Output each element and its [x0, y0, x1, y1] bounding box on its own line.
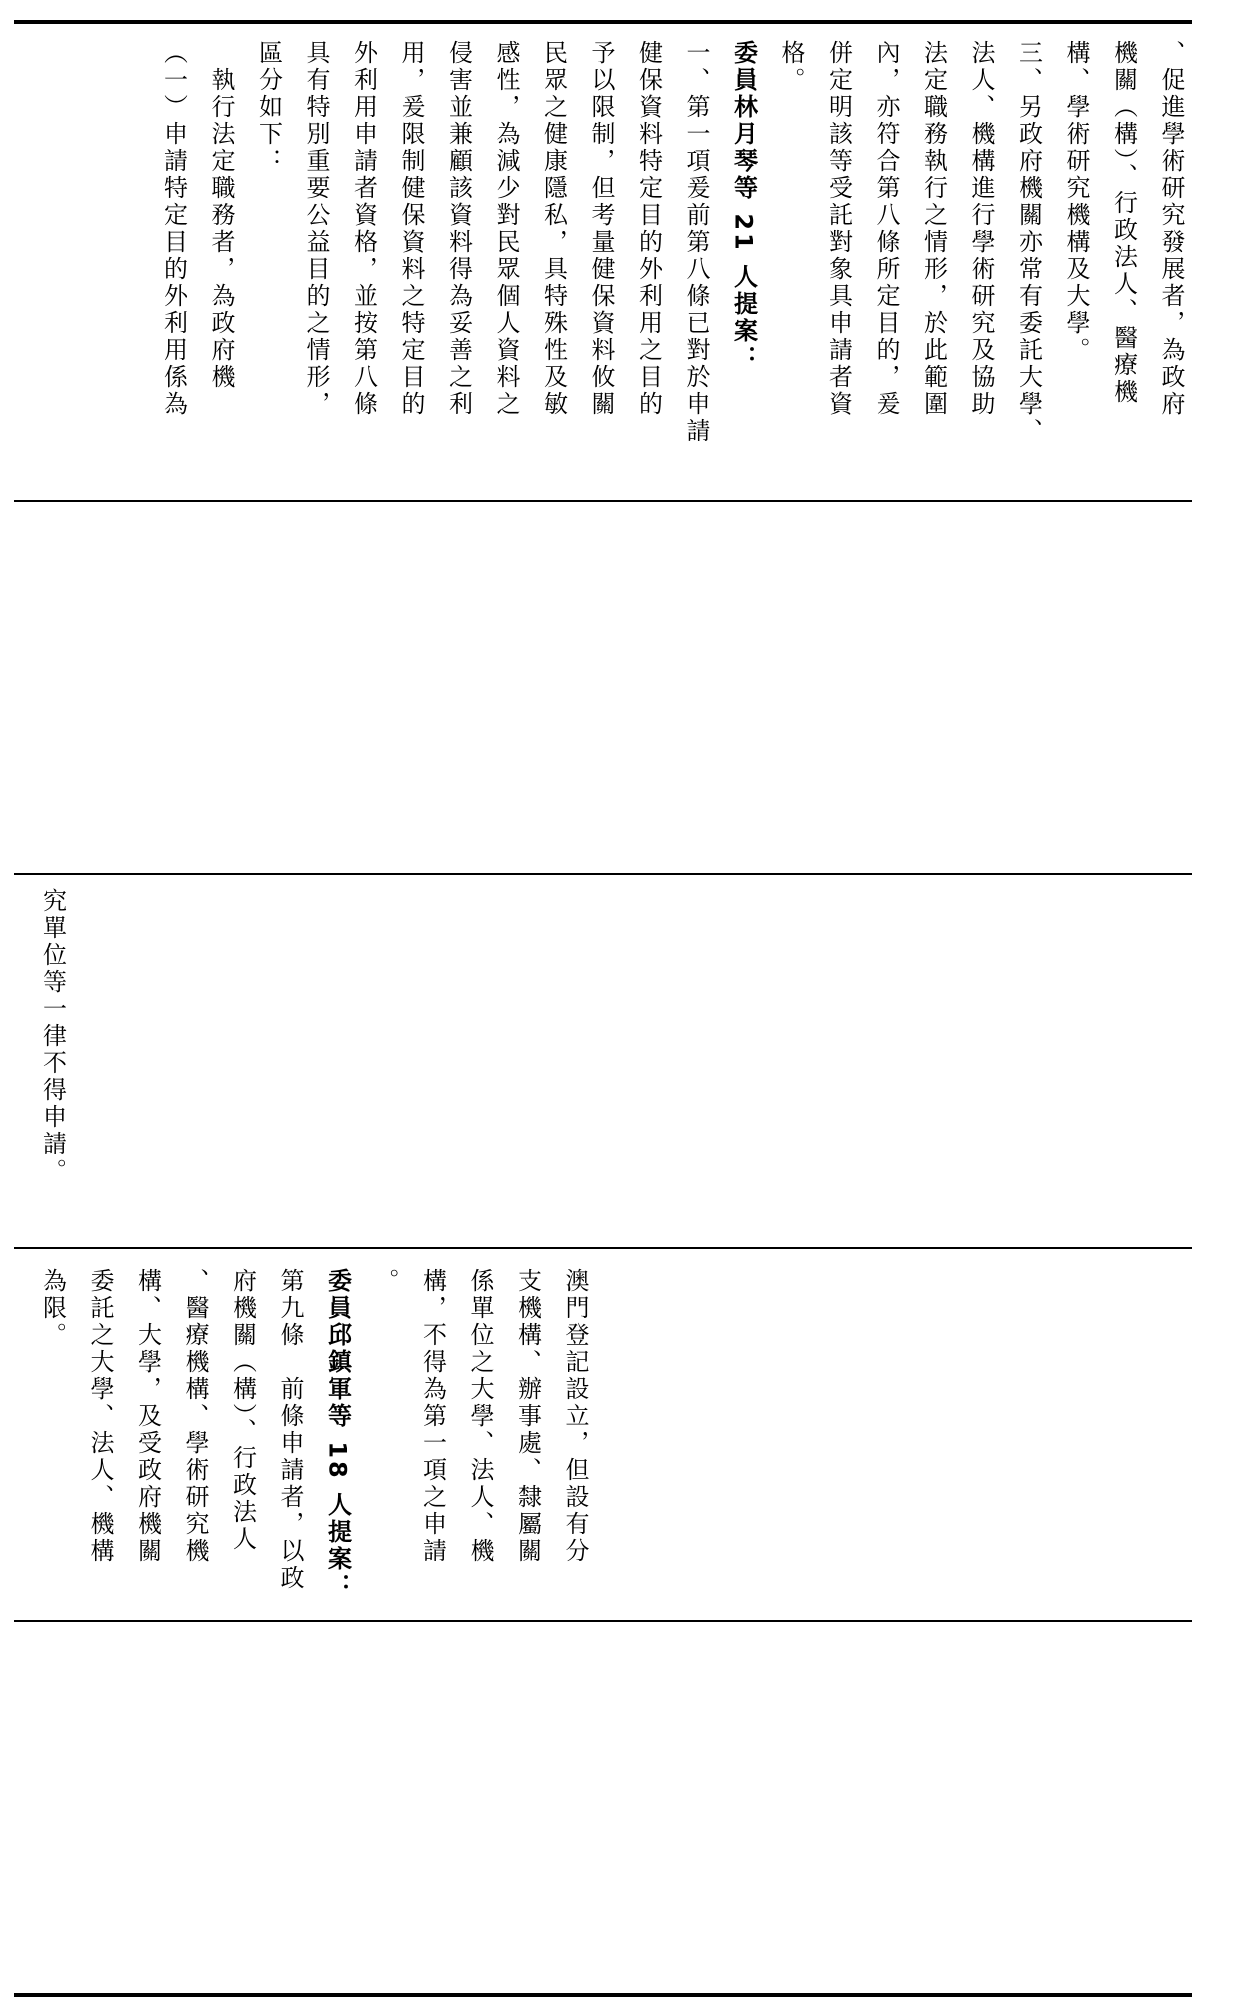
text-line: 法人、機構進行學術研究及協助	[967, 40, 995, 418]
proposal-text-low	[28, 1268, 598, 1618]
text-line: 構、大學，及受政府機關	[133, 1268, 162, 1565]
row-divider-2	[14, 873, 1192, 875]
text-line: 感性，為減少對民眾個人資料之	[492, 40, 520, 418]
text-line: 府機關（構）、行政法人	[228, 1268, 257, 1553]
proposal-heading: 委員林月琴等 21 人提案：	[729, 40, 758, 373]
text-line: 委託之大學、法人、機構	[86, 1268, 114, 1565]
text-line: 具有特別重要公益目的之情形，	[302, 40, 330, 418]
text-line: 併定明該等受託對象具申請者資	[824, 40, 853, 418]
text-line: 法定職務執行之情形，於此範圍	[919, 40, 948, 418]
text-line: 侵害並兼顧該資料得為妥善之利	[444, 40, 473, 418]
proposal-text-mid	[28, 888, 76, 1218]
text-line: 予以限制，但考量健保資料攸關	[587, 40, 615, 418]
text-line: 構、學術研究機構及大學。	[1062, 40, 1090, 364]
text-line: （一）申請特定目的外利用係為	[159, 40, 188, 418]
text-line: 外利用申請者資格，並按第八條	[349, 40, 378, 418]
top-border	[14, 20, 1192, 24]
text-line: 一、第一項爰前第八條已對於申請	[682, 40, 710, 445]
text-line: 澳門登記設立，但設有分	[561, 1268, 589, 1565]
proposal-heading: 委員邱鎮軍等 18 人提案：	[323, 1268, 352, 1601]
text-line: 、醫療機構、學術研究機	[181, 1268, 209, 1565]
row-divider-1	[14, 500, 1192, 502]
text-line: 區分如下：	[254, 40, 283, 175]
text-line: 三、另政府機關亦常有委託大學、	[1014, 40, 1043, 445]
text-line: 究單位等一律不得申請。	[38, 888, 67, 1185]
proposal-text-top	[149, 40, 1194, 480]
text-line: 格。	[777, 40, 805, 94]
row-divider-4	[14, 1620, 1192, 1622]
text-line: 用，爰限制健保資料之特定目的	[397, 40, 425, 418]
text-line: 構，不得為第一項之申請	[418, 1268, 447, 1565]
text-line: 機關（構）、行政法人、醫療機	[1109, 40, 1138, 406]
bottom-border	[14, 1993, 1192, 1997]
row-divider-3	[14, 1247, 1192, 1249]
text-line: 係單位之大學、法人、機	[466, 1268, 494, 1565]
text-line: 。	[371, 1268, 399, 1295]
text-line: 支機構、辦事處、隸屬關	[513, 1268, 542, 1565]
text-line: 為限。	[38, 1268, 67, 1349]
text-line: 第九條 前條申請者，以政	[276, 1268, 304, 1592]
text-line: 、促進學術研究發展者，為政府	[1157, 40, 1185, 418]
text-line: 內，亦符合第八條所定目的，爰	[872, 40, 900, 418]
text-line: 執行法定職務者，為政府機	[207, 40, 235, 391]
text-line: 民眾之健康隱私，具特殊性及敏	[539, 40, 568, 418]
text-line: 健保資料特定目的外利用之目的	[634, 40, 663, 418]
